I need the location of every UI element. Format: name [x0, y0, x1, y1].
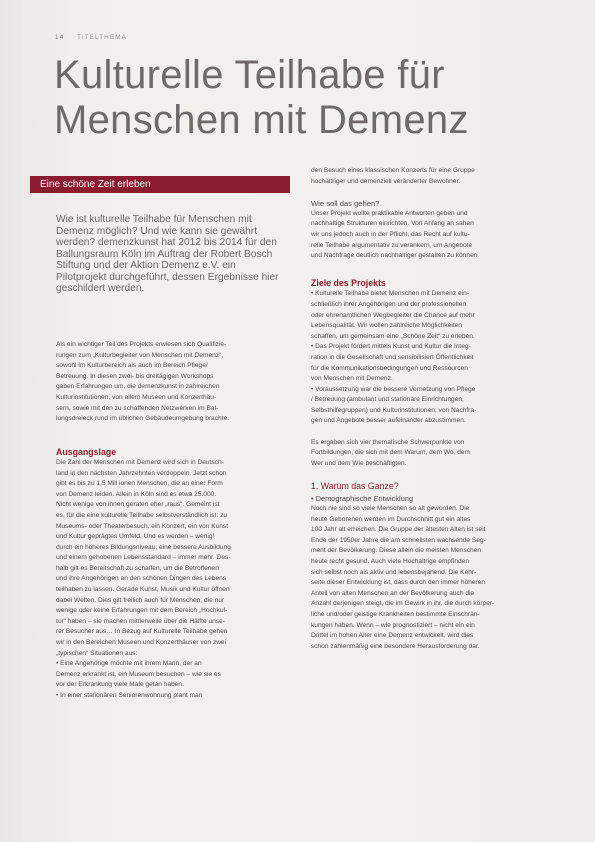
text-line: Demenz erkrankt ist, ein Museum besuchen – wie sie es — [56, 670, 221, 678]
heading-ziele: Ziele des Projekts — [311, 278, 386, 289]
text-line: land in den nächsten Jahrzehnten verdoppeln. Jetzt schon — [56, 469, 227, 477]
text-line: Ende der 1950er Jahre die am schnellsten wachsende Seg- — [311, 536, 486, 544]
text-line: nachhaltige Strukturen einrichten. Von Anfang an sahen — [311, 220, 474, 228]
text-line: wir in den Bereichen Museen und Konzerthäuser von zwei — [56, 639, 227, 647]
text-line: vor der Erkrankung viele Male getan haben. — [56, 681, 184, 689]
intro-paragraph: Wie ist kulturelle Teilhabe für Menschen mit Demenz möglich? Und wie kann sie gewährt werden? demenzkunst hat 2012 bis 2014 für den Ballungsraum Köln im Auftrag der Robert Bosch Stiftung und der Aktion Demenz e.V. ein Pilotprojekt durchgeführt, dessen Ergebnisse hier geschildert werden. — [56, 214, 279, 294]
text-line: und ihre Angehörigen an den schönen Dingen des Lebens — [56, 575, 227, 583]
numbered-heading: 1. Warum das Ganze? — [311, 481, 399, 492]
right-column — [311, 166, 543, 652]
text-line: Wer und dem Wie beschäftigten. — [311, 459, 407, 467]
text-line: wenige oder keine Erfahrungen mit dem Bereich „Hochkul- — [56, 607, 228, 615]
text-line: Noch nie sind so viele Menschen so alt geworden. Die — [311, 505, 470, 513]
text-line: durch ein höheres Bildungsniveau, eine bessere Ausbildung — [56, 543, 231, 551]
text-line: den Besuch eines klassischen Konzerts für eine Gruppe — [311, 167, 475, 174]
text-line: und Kultur geprägtes Umfeld. Und es werden – wenig! — [56, 533, 215, 541]
text-line: Drittel im hohen Alter eine Demenz entwickelt, wird dies — [311, 632, 474, 640]
spacer — [311, 187, 543, 198]
text-line: ment der Bevölkerung. Diese allein die meisten Menschen — [311, 547, 482, 555]
text-line: gaben Erfahrungen um, die demenzkunst in zahlreichen — [56, 383, 220, 391]
text-line: halb gilt es Bereitschaft zu schaffen, um die Betroffenen — [56, 564, 219, 572]
text-line: tur“ haben – sie machen mittlerweile über die Hälfte unse- — [56, 617, 225, 625]
left-column — [56, 340, 288, 702]
text-line: Fortbildungen, die sich mit dem Warum, dem Wo, dem — [311, 449, 471, 457]
text-line: von Demenz leiden. Allein in Köln sind es etwa 25.000. — [56, 490, 217, 498]
page-number: 14 — [55, 34, 65, 41]
bullet-line: • Eine Angehörige möchte mit ihrem Mann, der an — [56, 660, 202, 668]
text-line: schon zahlenmäßig eine besondere Herausforderung dar. — [311, 642, 480, 650]
text-line: von Menschen mit Demenz. — [311, 375, 393, 383]
text-line: für die Kommunikationsbedingungen und Ressourcen — [311, 364, 468, 372]
text-line: Nicht wenige von ihnen geraten eher „raus“. Gemeint ist — [56, 501, 220, 509]
text-line: Kulturinstitutionen, von allem Museen und Konzerthäu- — [56, 393, 217, 401]
text-line: liche und/oder geistige Krankheiten bestimmte Einschrän- — [311, 610, 480, 618]
text-line: rer Besucher aus… In Bezug auf Kulturelle Teilhabe gehen — [56, 628, 228, 636]
text-line: heute Geborenen werden im Durchschnitt gut ein altes — [311, 515, 471, 523]
text-line: wir uns jedoch auch in der Pflicht, das Recht auf kultu- — [311, 230, 470, 238]
subheading: • Demographische Entwicklung — [311, 494, 414, 504]
spacer — [311, 262, 543, 273]
question-heading: Wie soll das gehen? — [311, 198, 380, 208]
text-line: sern, sowie mit den zu schaffenden Netzwerken im Bal- — [56, 404, 219, 412]
text-line: schließlich ihrer Angehörigen und der professionellen — [311, 300, 467, 308]
text-line: teilhaben zu lassen. Gerade Kunst, Musik und Kultur öffnen — [56, 586, 230, 594]
text-line: Selbsthilfegruppen) und Kulturinstitutionen; von Nachfra- — [311, 406, 477, 414]
heading-ausgangslage: Ausgangslage — [56, 446, 117, 457]
text-line: heute recht gesund. Auch viele Hochaltrige empfinden — [311, 558, 469, 565]
section-label: TITELTHEMA — [76, 34, 127, 41]
text-line: schaffen, um gemeinsam eine „Schöne Zeit“ zu erleben. — [311, 332, 475, 340]
section-bar — [30, 176, 290, 193]
text-line: hochaltriger und demenziell veränderter Bewohner. — [311, 177, 461, 185]
text-line: und einem gehobenen Lebensstandard – immer mehr. Des- — [56, 554, 231, 562]
text-line: gibt es bis zu 1,5 Mill ionen Menschen, die an einer Form — [56, 480, 223, 488]
text-line: „typischen“ Situationen aus: — [56, 649, 138, 657]
text-line: lungsdreieck rund im üblichen Gebäudeumgebung brachte. — [56, 415, 230, 423]
text-line: • Kulturelle Teilhabe bietet Menschen mit Demenz ein- — [311, 290, 469, 298]
spacer — [56, 425, 288, 436]
spacer — [311, 427, 543, 438]
text-line: sich selbst noch als aktiv und lebensbejahend. Die Kehr- — [311, 568, 477, 576]
text-line: Lebensqualität. Wir wollen zahlreiche Möglichkeiten — [311, 322, 463, 330]
text-line: sowohl im Kulturbereich als auch im Bereich Pflege/ — [56, 362, 208, 370]
text-line: oder ehrenamtlichen Wegbegleiter die Chance auf mehr — [311, 311, 475, 319]
running-header — [55, 34, 127, 41]
article-title: Kulturelle Teilhabe für Menschen mit Demenz — [54, 53, 469, 142]
text-line: seite dieser Entwicklung ist, dass durch den immer höheren — [311, 579, 486, 587]
text-line: / Betreuung (ambulant und stationäre Einrichtungen, — [311, 396, 464, 404]
section-bar-label: Eine schöne Zeit erleben — [40, 179, 151, 190]
text-line: und Nachfrage deutlich nachhaltiger gestalten zu können. — [311, 252, 480, 260]
spacer — [56, 435, 288, 446]
text-line: Museums- oder Theaterbesuch, ein Konzert, ein von Kunst — [56, 522, 229, 530]
text-line: es, für die eine kulturelle Teilhabe selbstverständlich ist: zu — [56, 511, 228, 519]
text-line: • Voraussetzung war die bessere Vernetzung von Pflege — [311, 385, 476, 393]
bullet-line: • In einer stationären Seniorenwohnung plant man — [56, 692, 203, 699]
text-line: 100 Jahr alt erreichen. Die Gruppe der ältesten Alten ist seit — [311, 526, 486, 534]
text-line: kungen haben. Wenn – wie prognostiziert – nicht ein ein — [311, 621, 475, 629]
text-line: Anzahl derjenigen steigt, die im Gewirk in ihr, die durch körper- — [311, 600, 495, 608]
text-line: Als ein wichtiger Teil des Projekts erwiesen sich Qualifizie- — [56, 341, 227, 348]
text-line: dabei Welten. Dies gilt freilich auch für Menschen, die nur — [56, 596, 225, 604]
text-line: Anteil von alten Menschen an der Bevölkerung auch die — [311, 589, 475, 597]
text-line: Betreuung. In diesen zwei- bis dreitägigen Workshops — [56, 372, 214, 380]
spacer — [311, 469, 543, 480]
text-line: Es ergaben sich vier thematische Schwerpunkte von — [311, 438, 465, 446]
text-line: rungen zum „Kulturbegleiter von Menschen mit Demenz“, — [56, 351, 224, 359]
text-line: Unser Projekt wollte praktikable Antworten geben und — [311, 209, 468, 217]
text-line: • Das Projekt fördert mittels Kunst und Kultur die Integ- — [311, 343, 471, 351]
text-line: gen und Angebote besser aufeinander abzustimmen. — [311, 417, 466, 425]
text-line: Die Zahl der Menschen mit Demenz wird sich in Deutsch- — [56, 458, 224, 466]
text-line: ration in die Gesellschaft und sensibilisiert Öffentlichkeit — [311, 353, 474, 361]
text-line: relle Teilhabe argumentativ zu verankern, um Angebote — [311, 241, 473, 249]
